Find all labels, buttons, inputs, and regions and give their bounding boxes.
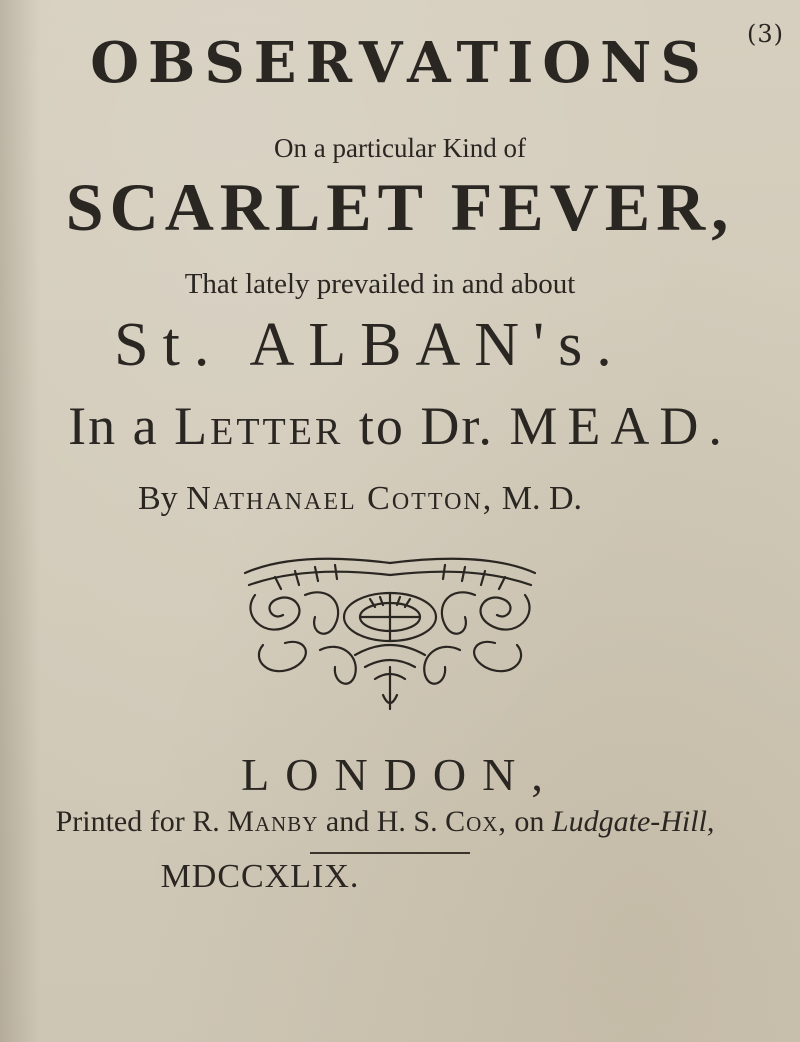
woodcut-ornament (235, 555, 545, 713)
imprint-rule (310, 852, 470, 854)
letter-middle: to Dr. (343, 396, 510, 456)
publisher-manby: Manby (227, 805, 319, 838)
title-prevailed: That lately prevailed in and about (184, 268, 576, 300)
publisher-cox: Cox, (445, 805, 507, 838)
title-scarlet-fever: SCARLET FEVER, (65, 169, 735, 245)
author-name: Nathanael Cotton, (186, 480, 494, 517)
author-prefix: By (137, 480, 187, 517)
title-observations: OBSERVATIONS (90, 30, 710, 96)
page-number: (3) (747, 20, 784, 48)
author-line (0, 480, 720, 518)
ornament-icon (235, 555, 545, 713)
author-degree: M. D. (493, 480, 583, 517)
imprint-city: LONDON, (241, 749, 559, 800)
printed-prefix: Printed for R. (55, 805, 228, 838)
title-subtitle-kind: On a particular Kind of (274, 133, 526, 163)
letter-word: Letter (174, 396, 344, 456)
printed-on: on (506, 805, 552, 838)
title-letter-to-mead (0, 395, 800, 457)
imprint-printed-for (35, 805, 735, 839)
recipient-name: MEAD. (509, 396, 732, 456)
letter-prefix: In a (68, 396, 175, 456)
printed-mid: and H. S. (318, 805, 446, 838)
imprint-location: Ludgate-Hill, (551, 805, 715, 838)
imprint-year: MDCCXLIX. (160, 858, 360, 895)
title-st-albans: St. ALBAN's. (114, 311, 626, 379)
